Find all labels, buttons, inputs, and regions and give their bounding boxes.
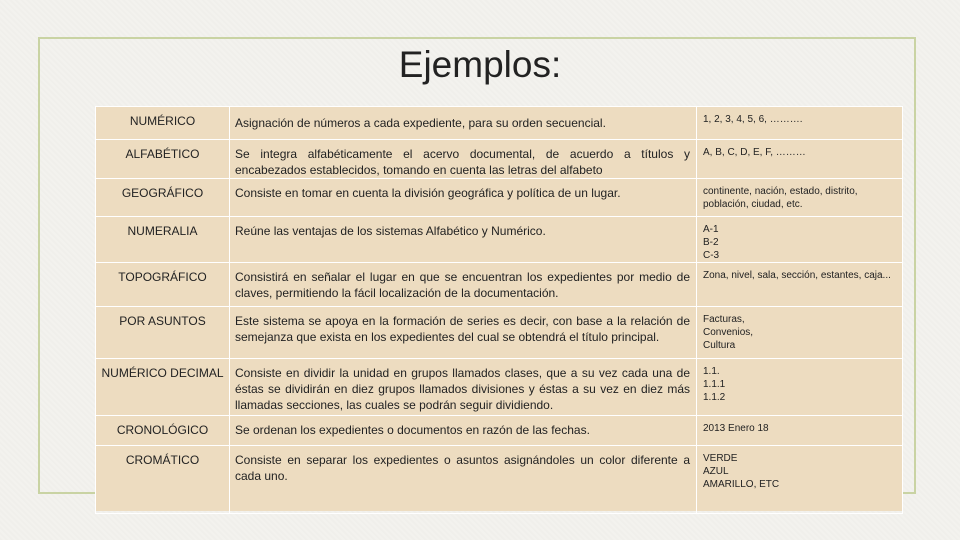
table-row (96, 179, 903, 217)
example-cell: 1, 2, 3, 4, 5, 6, ………. (697, 107, 903, 140)
example-cell: A-1 B-2 C-3 (697, 217, 903, 263)
example-cell: continente, nación, estado, distrito, población, ciudad, etc. (697, 179, 903, 217)
example-cell: A, B, C, D, E, F, ……… (697, 140, 903, 179)
description-cell: Se ordenan los expedientes o documentos en razón de las fechas. (230, 416, 697, 446)
table-row (96, 263, 903, 307)
description-cell: Este sistema se apoya en la formación de series es decir, con base a la relación de semejanza que exista en los expedientes del cual se obtendrá el título principal. (230, 307, 697, 359)
system-name-cell: CROMÁTICO (96, 446, 230, 514)
example-cell: Zona, nivel, sala, sección, estantes, caja... (697, 263, 903, 307)
system-name-cell: ALFABÉTICO (96, 140, 230, 179)
system-name-cell: NUMÉRICO (96, 107, 230, 140)
table-row (96, 359, 903, 416)
description-cell: Consiste en dividir la unidad en grupos llamados clases, que a su vez cada una de éstas se dividirán en diez grupos llamados divisiones y éstas a su vez en diez más llamadas secciones, las cuales se podrán seguir dividiendo. (230, 359, 697, 416)
classification-table (95, 106, 903, 514)
system-name-cell: POR ASUNTOS (96, 307, 230, 359)
table-row (96, 307, 903, 359)
description-cell: Consiste en tomar en cuenta la división geográfica y política de un lugar. (230, 179, 697, 217)
example-cell: 1.1. 1.1.1 1.1.2 (697, 359, 903, 416)
system-name-cell: NUMÉRICO DECIMAL (96, 359, 230, 416)
description-cell: Asignación de números a cada expediente, para su orden secuencial. (230, 107, 697, 140)
system-name-cell: CRONOLÓGICO (96, 416, 230, 446)
description-cell: Consistirá en señalar el lugar en que se encuentran los expedientes por medio de claves, permitiendo la fácil localización de la documentación. (230, 263, 697, 307)
system-name-cell: TOPOGRÁFICO (96, 263, 230, 307)
table-row (96, 217, 903, 263)
table-row (96, 107, 903, 140)
classification-table-container (95, 106, 902, 511)
table-row (96, 416, 903, 446)
table-row (96, 446, 903, 514)
example-cell: Facturas, Convenios, Cultura (697, 307, 903, 359)
example-cell: 2013 Enero 18 (697, 416, 903, 446)
description-cell: Consiste en separar los expedientes o asuntos asignándoles un color diferente a cada uno. (230, 446, 697, 514)
description-cell: Se integra alfabéticamente el acervo documental, de acuerdo a títulos y encabezados establecidos, tomando en cuenta las letras del alfabeto (230, 140, 697, 179)
description-cell: Reúne las ventajas de los sistemas Alfabético y Numérico. (230, 217, 697, 263)
system-name-cell: GEOGRÁFICO (96, 179, 230, 217)
system-name-cell: NUMERALIA (96, 217, 230, 263)
slide-title: Ejemplos: (398, 44, 562, 85)
table-row (96, 140, 903, 179)
example-cell: VERDE AZUL AMARILLO, ETC (697, 446, 903, 514)
